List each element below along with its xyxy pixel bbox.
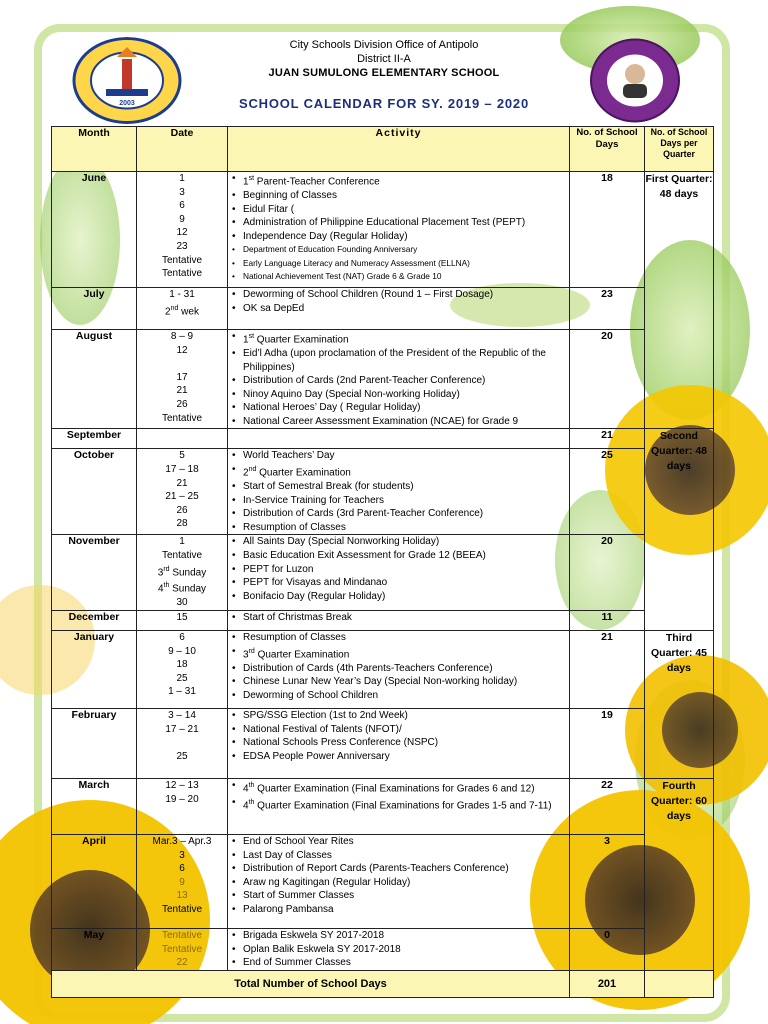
date-item: 21 (176, 385, 188, 397)
date-cell (137, 449, 228, 535)
table-header-row (52, 127, 714, 172)
month-row-may (52, 929, 714, 971)
date-item: 15 (176, 612, 188, 623)
activity-item: • 2nd Quarter Examination (232, 463, 569, 480)
date-cell (137, 929, 228, 971)
date-item: 25 (176, 750, 188, 762)
month-cell: January (52, 631, 137, 709)
date-cell (137, 330, 228, 429)
activity-item: • Araw ng Kagitingan (Regular Holiday) (232, 876, 569, 890)
date-item: 17 – 18 (165, 464, 199, 476)
activity-item: • PEPT for Luzon (232, 563, 569, 577)
activity-cell (228, 429, 570, 449)
month-cell: December (52, 611, 137, 631)
date-cell (137, 429, 228, 449)
date-cell (137, 709, 228, 779)
month-cell: September (52, 429, 137, 449)
month-cell: June (52, 172, 137, 288)
date-item: 1 – 31 (168, 686, 196, 698)
activity-item: • End of Summer Classes (232, 956, 569, 970)
date-item: 2nd wek (165, 304, 199, 317)
date-item (137, 357, 227, 371)
month-cell: October (52, 449, 137, 535)
col-activity: Activity (228, 127, 570, 172)
date-item: Tentative (161, 903, 203, 915)
date-item: 28 (176, 518, 188, 530)
activity-list (228, 779, 569, 813)
month-cell: April (52, 835, 137, 929)
total-value: 201 (570, 970, 645, 997)
quarter-days-cell: Fourth Quarter: 60 days (645, 779, 714, 971)
date-cell (137, 611, 228, 631)
col-days-per-quarter: No. of School Days per Quarter (645, 127, 714, 172)
date-cell (137, 835, 228, 929)
activity-cell (228, 835, 570, 929)
date-item: 9 – 10 (168, 645, 196, 657)
activity-item: • Deworming of School Children (Round 1 – First Dosage) (232, 288, 569, 302)
col-school-days: No. of School Days (570, 127, 645, 172)
date-item: 30 (176, 597, 188, 609)
activity-item: • Oplan Balik Eskwela SY 2017-2018 (232, 943, 569, 957)
activity-item: • Resumption of Classes (232, 631, 569, 645)
date-item: 22 (176, 957, 188, 969)
activity-list (228, 929, 569, 970)
activity-item: • Basic Education Exit Assessment for Grade 12 (BEEA) (232, 549, 569, 563)
activity-item: • Department of Education Founding Anniversary (232, 243, 569, 257)
activity-item: • Last Day of Classes (232, 849, 569, 863)
activity-item: • Brigada Eskwela SY 2017-2018 (232, 929, 569, 943)
total-empty (645, 970, 714, 997)
date-item: 19 – 20 (165, 793, 199, 805)
activity-cell (228, 779, 570, 835)
activity-item: • End of School Year Rites (232, 835, 569, 849)
total-row (52, 970, 714, 997)
date-item: Tentative (161, 549, 203, 561)
activity-item: • Resumption of Classes (232, 521, 569, 535)
activity-cell (228, 449, 570, 535)
date-item: 1 (179, 173, 185, 184)
date-item: 1 (179, 536, 185, 548)
date-item: 3 (179, 186, 185, 198)
date-item: 8 – 9 (170, 331, 194, 342)
date-item: Mar.3 – Apr.3 (152, 836, 212, 847)
activity-item: • Distribution of Report Cards (Parents-Teachers Conference) (232, 862, 569, 876)
activity-list (228, 172, 569, 284)
month-row-january (52, 631, 714, 709)
school-days-cell: 21 (570, 631, 645, 709)
month-row-april (52, 835, 714, 929)
date-item: 9 (179, 213, 185, 225)
date-item: 3rd Sunday (157, 565, 207, 578)
activity-item: • Palarong Pambansa (232, 903, 569, 917)
activity-list (228, 835, 569, 917)
date-item: 6 (179, 863, 185, 875)
activity-item: • Start of Semestral Break (for students) (232, 480, 569, 494)
date-item: 3 – 14 (168, 710, 196, 721)
month-cell: August (52, 330, 137, 429)
activity-item: • 4th Quarter Examination (Final Examinations for Grades 1-5 and 7-11) (232, 796, 569, 813)
date-item: 3 (179, 849, 185, 861)
activity-item: • All Saints Day (Special Nonworking Holiday) (232, 535, 569, 549)
date-item: Tentative (161, 412, 203, 424)
activity-item: • Start of Summer Classes (232, 889, 569, 903)
quarter-days-cell: Second Quarter: 48 days (645, 429, 714, 631)
date-item: 12 (176, 344, 188, 356)
school-days-cell: 3 (570, 835, 645, 929)
date-item: 21 – 25 (165, 491, 199, 503)
activity-list (228, 611, 569, 625)
activity-item: • National Schools Press Conference (NSPC) (232, 736, 569, 750)
date-item: 4th Sunday (157, 582, 207, 595)
activity-list (228, 288, 569, 315)
school-days-cell: 25 (570, 449, 645, 535)
date-item: 5 (179, 450, 185, 462)
division-office: City Schools Division Office of Antipolo (289, 39, 479, 51)
school-days-cell: 20 (570, 330, 645, 429)
activity-item: • OK sa DepEd (232, 302, 569, 316)
school-days-cell: 21 (570, 429, 645, 449)
activity-item: • EDSA People Power Anniversary (232, 750, 569, 764)
seal-year: 2003 (119, 100, 135, 107)
activity-item: • World Teachers’ Day (232, 449, 569, 463)
activity-list (228, 330, 569, 428)
date-item: 21 (176, 477, 188, 489)
activity-item: • National Career Assessment Examination (NCAE) for Grade 9 (232, 415, 569, 429)
date-item: 17 – 21 (165, 723, 199, 735)
date-item: 17 (176, 371, 188, 383)
date-item: 9 (179, 876, 185, 888)
activity-item: • 1st Parent-Teacher Conference (232, 172, 569, 189)
date-item: 23 (176, 240, 188, 252)
activity-item: • Distribution of Cards (3rd Parent-Teacher Conference) (232, 507, 569, 521)
activity-item: • National Festival of Talents (NFOT)/ (232, 723, 569, 737)
date-cell (137, 288, 228, 330)
date-cell (137, 631, 228, 709)
activity-item: • Eidul Fitar ( (232, 203, 569, 217)
activity-cell (228, 929, 570, 971)
date-item: 12 (176, 227, 188, 239)
month-row-november (52, 535, 714, 611)
date-item: Tentative (161, 943, 203, 955)
activity-cell (228, 709, 570, 779)
month-cell: November (52, 535, 137, 611)
activity-item: • Independence Day (Regular Holiday) (232, 230, 569, 244)
date-item: Tentative (161, 268, 203, 280)
month-row-july (52, 288, 714, 330)
quarter-days-cell: First Quarter: 48 days (645, 172, 714, 429)
month-row-august (52, 330, 714, 429)
month-row-september (52, 429, 714, 449)
date-item: 12 – 13 (165, 780, 199, 791)
month-row-october (52, 449, 714, 535)
date-item: 26 (176, 504, 188, 516)
activity-list (228, 709, 569, 763)
col-month: Month (52, 127, 137, 172)
activity-item: • National Heroes’ Day ( Regular Holiday) (232, 401, 569, 415)
date-item: 6 (179, 200, 185, 212)
school-days-cell: 22 (570, 779, 645, 835)
total-label: Total Number of School Days (52, 970, 570, 997)
activity-item: • Distribution of Cards (4th Parents-Teachers Conference) (232, 662, 569, 676)
date-item: 6 (179, 632, 185, 643)
activity-item: • PEPT for Visayas and Mindanao (232, 576, 569, 590)
activity-item: • SPG/SSG Election (1st to 2nd Week) (232, 709, 569, 723)
date-item (137, 736, 227, 750)
date-cell (137, 535, 228, 611)
month-cell: May (52, 929, 137, 971)
school-calendar-table (51, 126, 714, 998)
month-cell: February (52, 709, 137, 779)
month-row-march (52, 779, 714, 835)
activity-cell (228, 535, 570, 611)
activity-item: • Administration of Philippine Educational Placement Test (PEPT) (232, 216, 569, 230)
date-item: 18 (176, 659, 188, 671)
activity-item: • Ninoy Aquino Day (Special Non-working Holiday) (232, 388, 569, 402)
activity-item: • 4th Quarter Examination (Final Examinations for Grades 6 and 12) (232, 779, 569, 796)
month-cell: July (52, 288, 137, 330)
month-row-february (52, 709, 714, 779)
month-cell: March (52, 779, 137, 835)
date-cell (137, 779, 228, 835)
date-item: 13 (176, 890, 188, 902)
school-days-cell: 11 (570, 611, 645, 631)
activity-item: • Start of Christmas Break (232, 611, 569, 625)
month-row-december (52, 611, 714, 631)
date-cell (137, 172, 228, 288)
activity-cell (228, 330, 570, 429)
school-name: JUAN SUMULONG ELEMENTARY SCHOOL (268, 67, 500, 79)
activity-cell (228, 288, 570, 330)
activity-list (228, 535, 569, 603)
school-days-cell: 20 (570, 535, 645, 611)
date-item: 25 (176, 672, 188, 684)
date-item: 26 (176, 398, 188, 410)
activity-item: • Chinese Lunar New Year’s Day (Special Non-working holiday) (232, 675, 569, 689)
activity-item: • Early Language Literacy and Numeracy Assessment (ELLNA) (232, 257, 569, 271)
month-row-june (52, 172, 714, 288)
activity-item: • Bonifacio Day (Regular Holiday) (232, 590, 569, 604)
activity-item: • Distribution of Cards (2nd Parent-Teacher Conference) (232, 374, 569, 388)
activity-item: • National Achievement Test (NAT) Grade 6 & Grade 10 (232, 270, 569, 284)
activity-item: • Eid’l Adha (upon proclamation of the President of the Republic of the Philippines) (232, 347, 569, 374)
activity-item: • Beginning of Classes (232, 189, 569, 203)
school-days-cell: 19 (570, 709, 645, 779)
activity-item: • Deworming of School Children (232, 689, 569, 703)
activity-item: • 3rd Quarter Examination (232, 645, 569, 662)
activity-item: • 1st Quarter Examination (232, 330, 569, 347)
quarter-days-cell: Third Quarter: 45 days (645, 631, 714, 779)
activity-cell (228, 611, 570, 631)
activity-list (228, 631, 569, 702)
date-item: Tentative (161, 254, 203, 266)
activity-list (228, 449, 569, 534)
district: District II-A (357, 53, 411, 65)
col-date: Date (137, 127, 228, 172)
school-days-cell: 0 (570, 929, 645, 971)
date-item: 1 - 31 (169, 289, 195, 300)
school-days-cell: 18 (570, 172, 645, 288)
page-title: SCHOOL CALENDAR FOR SY. 2019 – 2020 (238, 96, 529, 111)
school-days-cell: 23 (570, 288, 645, 330)
activity-item: • In-Service Training for Teachers (232, 494, 569, 508)
activity-cell (228, 172, 570, 288)
activity-cell (228, 631, 570, 709)
date-item: Tentative (161, 930, 203, 941)
